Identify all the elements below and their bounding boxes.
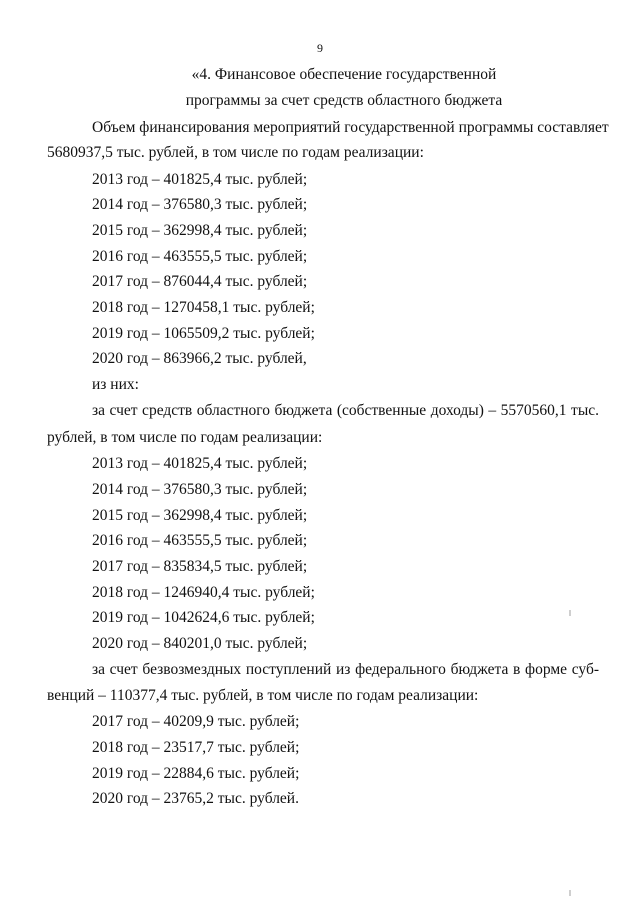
regional-year-2014: 2014 год – 376580,3 тыс. рублей; [92,481,308,498]
regional-year-2020: 2020 год – 840201,0 тыс. рублей; [92,635,308,652]
scan-mark [569,890,571,896]
regional-year-2017: 2017 год – 835834,5 тыс. рублей; [92,558,308,575]
federal-year-2020: 2020 год – 23765,2 тыс. рублей. [92,790,299,807]
section-title-line-1: «4. Финансовое обеспечение государственной [191,66,497,83]
total-year-2014: 2014 год – 376580,3 тыс. рублей; [92,196,308,213]
total-year-2018: 2018 год – 1270458,1 тыс. рублей; [92,299,315,316]
regional-year-2015: 2015 год – 362998,4 тыс. рублей; [92,507,308,524]
regional-paragraph-line-2: рублей, в том числе по годам реализации: [47,429,323,446]
section-title-line-2: программы за счет средств областного бюджета [185,92,503,109]
total-paragraph-line-2: 5680937,5 тыс. рублей, в том числе по годам реализации: [47,144,424,161]
federal-year-2018: 2018 год – 23517,7 тыс. рублей; [92,739,300,756]
total-year-2020: 2020 год – 863966,2 тыс. рублей, [92,350,307,367]
page-number: 9 [317,41,323,55]
regional-paragraph-line-1: за счет средств областного бюджета (собственные доходы) – 5570560,1 тыс. [92,402,599,419]
total-year-2017: 2017 год – 876044,4 тыс. рублей; [92,273,308,290]
total-paragraph-line-1: Объем финансирования мероприятий государственной программы составляет [92,119,609,136]
total-year-2015: 2015 год – 362998,4 тыс. рублей; [92,222,308,239]
regional-year-2016: 2016 год – 463555,5 тыс. рублей; [92,532,308,549]
regional-year-2019: 2019 год – 1042624,6 тыс. рублей; [92,609,315,626]
regional-year-2013: 2013 год – 401825,4 тыс. рублей; [92,455,308,472]
of-them-label: из них: [92,376,139,393]
scan-mark [569,610,571,616]
federal-paragraph-line-2: венций – 110377,4 тыс. рублей, в том числе по годам реализации: [47,687,479,704]
federal-year-2017: 2017 год – 40209,9 тыс. рублей; [92,713,300,730]
total-year-2013: 2013 год – 401825,4 тыс. рублей; [92,171,308,188]
total-year-2016: 2016 год – 463555,5 тыс. рублей; [92,248,308,265]
regional-year-2018: 2018 год – 1246940,4 тыс. рублей; [92,584,315,601]
federal-paragraph-line-1: за счет безвозмездных поступлений из федерального бюджета в форме суб- [92,661,599,678]
federal-year-2019: 2019 год – 22884,6 тыс. рублей; [92,765,300,782]
total-year-2019: 2019 год – 1065509,2 тыс. рублей; [92,325,315,342]
